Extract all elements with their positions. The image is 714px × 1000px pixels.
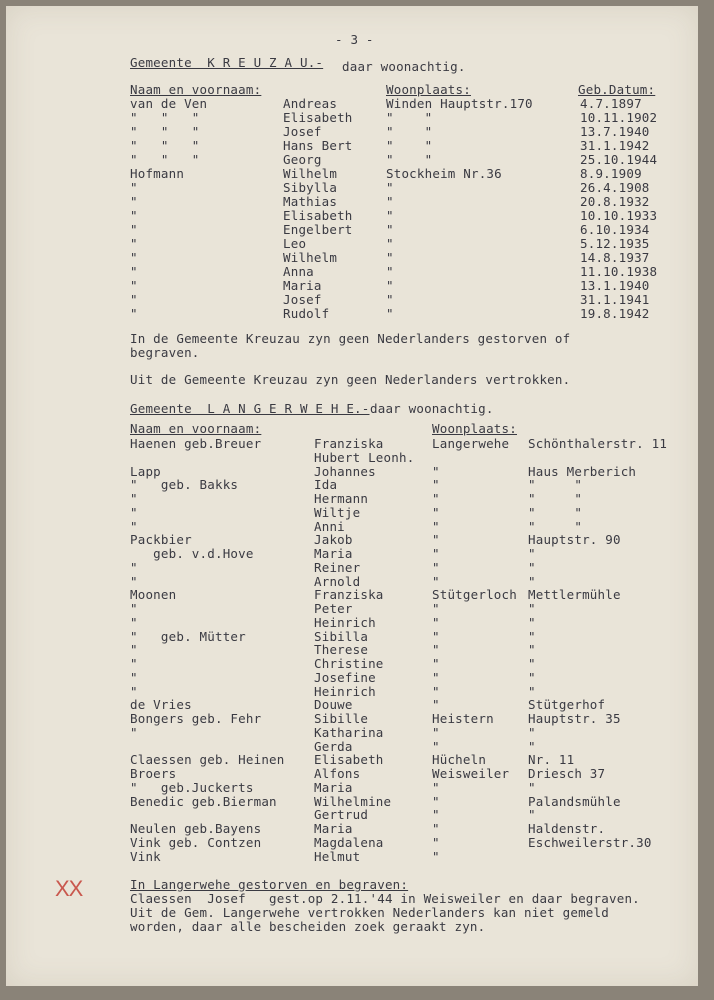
- row-place: ": [432, 807, 440, 823]
- row-surname: Neulen geb.Bayens: [130, 821, 262, 836]
- section1-note-departed: Uit de Gemeente Kreuzau zyn geen Nederlanders vertrokken.: [130, 372, 571, 387]
- row-surname: Claessen geb. Heinen: [130, 752, 285, 768]
- section2-title-suffix: daar woonachtig.: [370, 401, 494, 416]
- row-first-name: Heinrich: [314, 683, 376, 699]
- row-surname: Vink geb. Contzen: [130, 834, 262, 850]
- row-place: Langerwehe: [432, 436, 510, 451]
- row-surname: " " ": [130, 152, 200, 167]
- page-number: - 3 -: [335, 32, 374, 47]
- row-first-name: Hans Bert: [283, 138, 353, 153]
- row-street: Haus Merberich: [528, 463, 637, 479]
- row-surname: " geb. Bakks: [130, 477, 239, 493]
- row-first-name: Heinrich: [314, 614, 376, 630]
- row-street: ": [528, 601, 536, 616]
- row-place: ": [432, 834, 440, 850]
- row-first-name: Maria: [314, 779, 353, 795]
- departed-line-1: Uit de Gem. Langerwehe vertrokken Nederlanders kan niet gemeld: [130, 905, 609, 920]
- row-surname: Benedic geb.Bierman: [130, 793, 277, 809]
- row-street: " ": [528, 477, 583, 493]
- section1-note-deaths-2: begraven.: [130, 345, 200, 360]
- row-street: ": [528, 656, 536, 671]
- row-street: Palandsmühle: [528, 793, 621, 809]
- row-first-name: Katharina: [314, 724, 384, 740]
- row-first-name: Magdalena: [314, 834, 384, 850]
- row-place: ": [386, 292, 394, 307]
- row-surname: " " ": [130, 138, 200, 153]
- departed-line-2: worden, daar alle bescheiden zoek geraakt zyn.: [130, 919, 486, 934]
- row-street: Hauptstr. 35: [528, 711, 621, 726]
- row-first-name: Josefine: [314, 669, 376, 685]
- row-first-name: Engelbert: [283, 222, 353, 237]
- row-surname: ": [130, 614, 138, 630]
- row-surname: geb. v.d.Hove: [130, 546, 254, 561]
- row-surname: ": [130, 306, 138, 321]
- row-surname: " geb.Juckerts: [130, 779, 254, 795]
- row-place: " ": [386, 124, 433, 139]
- row-place: Winden Hauptstr.170: [386, 96, 533, 111]
- row-street: ": [528, 669, 536, 685]
- row-street: ": [528, 807, 536, 823]
- row-place: ": [386, 264, 394, 279]
- row-date: 10.11.1902: [580, 110, 658, 125]
- row-surname: de Vries: [130, 697, 192, 713]
- row-surname: ": [130, 208, 138, 223]
- row-place: ": [386, 306, 394, 321]
- row-first-name: Gertrud: [314, 807, 369, 823]
- row-place: ": [386, 250, 394, 265]
- row-surname: " " ": [130, 124, 200, 139]
- row-date: 31.1.1942: [580, 138, 650, 153]
- row-place: Hücheln: [432, 752, 487, 768]
- row-street: ": [528, 738, 536, 754]
- row-place: " ": [386, 138, 433, 153]
- row-surname: Bongers geb. Fehr: [130, 711, 262, 726]
- row-surname: ": [130, 264, 138, 279]
- row-first-name: Arnold: [314, 573, 361, 589]
- row-surname: ": [130, 642, 138, 658]
- row-surname: Vink: [130, 848, 161, 864]
- row-date: 13.1.1940: [580, 278, 650, 293]
- row-place: ": [432, 559, 440, 575]
- row-first-name: Helmut: [314, 848, 361, 864]
- row-first-name: Sibille: [314, 711, 369, 726]
- row-street: Hauptstr. 90: [528, 532, 621, 548]
- row-first-name: Therese: [314, 642, 369, 658]
- row-place: ": [432, 738, 440, 754]
- row-place: ": [386, 236, 394, 251]
- row-surname: ": [130, 573, 138, 589]
- row-street: Mettlermühle: [528, 587, 621, 603]
- row-street: ": [528, 559, 536, 575]
- row-surname: ": [130, 250, 138, 265]
- row-surname: Packbier: [130, 532, 192, 548]
- row-place: ": [432, 504, 440, 520]
- row-date: 19.8.1942: [580, 306, 650, 321]
- section2-header-place: Woonplaats:: [432, 421, 517, 436]
- row-first-name: Maria: [283, 278, 322, 293]
- row-place: ": [386, 194, 394, 209]
- row-first-name: Mathias: [283, 194, 338, 209]
- row-first-name: Reiner: [314, 559, 361, 575]
- row-street: " ": [528, 504, 583, 520]
- row-date: 11.10.1938: [580, 264, 658, 279]
- row-surname: ": [130, 559, 138, 575]
- section1-note-deaths-1: In de Gemeente Kreuzau zyn geen Nederlanders gestorven of: [130, 331, 571, 346]
- row-surname: ": [130, 180, 138, 195]
- row-surname: Hofmann: [130, 166, 185, 181]
- row-surname: ": [130, 194, 138, 209]
- section1-title: Gemeente K R E U Z A U.-: [130, 55, 324, 70]
- row-place: ": [386, 180, 394, 195]
- row-surname: Haenen geb.Breuer: [130, 436, 262, 451]
- row-surname: Lapp: [130, 463, 161, 479]
- row-place: Heistern: [432, 711, 494, 726]
- row-street: ": [528, 546, 536, 561]
- row-street: ": [528, 642, 536, 658]
- section1-header-place: Woonplaats:: [386, 82, 471, 97]
- row-first-name: Hubert Leonh.: [314, 449, 415, 465]
- row-place: ": [432, 628, 440, 644]
- row-first-name: Wilhelm: [283, 166, 338, 181]
- section1-header-date: Geb.Datum:: [578, 82, 656, 97]
- row-place: Weisweiler: [432, 766, 510, 781]
- row-first-name: Sibylla: [283, 180, 338, 195]
- row-first-name: Alfons: [314, 766, 361, 781]
- row-first-name: Gerda: [314, 738, 353, 754]
- row-first-name: Maria: [314, 821, 353, 836]
- row-first-name: Wilhelmine: [314, 793, 392, 809]
- row-surname: ": [130, 504, 138, 520]
- row-first-name: Jakob: [314, 532, 353, 548]
- row-surname: ": [130, 222, 138, 237]
- row-place: ": [432, 601, 440, 616]
- row-date: 13.7.1940: [580, 124, 650, 139]
- row-place: ": [432, 697, 440, 713]
- deaths-line: Claessen Josef gest.op 2.11.'44 in Weisweiler en daar begraven.: [130, 891, 640, 906]
- row-surname: ": [130, 669, 138, 685]
- row-place: ": [432, 532, 440, 548]
- row-street: Haldenstr.: [528, 821, 606, 836]
- row-street: " ": [528, 491, 583, 506]
- row-place: ": [432, 642, 440, 658]
- row-date: 8.9.1909: [580, 166, 642, 181]
- row-street: ": [528, 628, 536, 644]
- row-surname: ": [130, 683, 138, 699]
- row-first-name: Josef: [283, 292, 322, 307]
- row-surname: ": [130, 724, 138, 740]
- row-surname: ": [130, 236, 138, 251]
- row-place: ": [432, 656, 440, 671]
- row-place: ": [432, 491, 440, 506]
- row-date: 31.1.1941: [580, 292, 650, 307]
- row-place: ": [432, 779, 440, 795]
- row-street: Driesch 37: [528, 766, 606, 781]
- row-first-name: Ida: [314, 477, 338, 493]
- row-first-name: Sibilla: [314, 628, 369, 644]
- row-first-name: Leo: [283, 236, 307, 251]
- row-surname: ": [130, 656, 138, 671]
- row-place: Stütgerloch: [432, 587, 517, 603]
- row-date: 5.12.1935: [580, 236, 650, 251]
- row-first-name: Georg: [283, 152, 322, 167]
- row-first-name: Anni: [314, 518, 345, 534]
- red-xx-mark: XX: [55, 876, 83, 901]
- deaths-heading: In Langerwehe gestorven en begraven:: [130, 877, 409, 892]
- row-street: Nr. 11: [528, 752, 575, 768]
- row-surname: ": [130, 518, 138, 534]
- row-surname: ": [130, 292, 138, 307]
- row-first-name: Hermann: [314, 491, 369, 506]
- row-date: 6.10.1934: [580, 222, 650, 237]
- row-street: ": [528, 614, 536, 630]
- row-first-name: Josef: [283, 124, 322, 139]
- row-place: ": [432, 848, 440, 864]
- row-place: ": [432, 669, 440, 685]
- section2-header-name: Naam en voornaam:: [130, 421, 262, 436]
- row-street: Stütgerhof: [528, 697, 606, 713]
- row-first-name: Wilhelm: [283, 250, 338, 265]
- row-first-name: Franziska: [314, 436, 384, 451]
- row-surname: Broers: [130, 766, 177, 781]
- row-place: ": [432, 546, 440, 561]
- row-place: ": [432, 463, 440, 479]
- row-first-name: Anna: [283, 264, 314, 279]
- row-surname: ": [130, 278, 138, 293]
- row-place: ": [432, 724, 440, 740]
- row-date: 10.10.1933: [580, 208, 658, 223]
- row-surname: ": [130, 491, 138, 506]
- row-place: ": [432, 518, 440, 534]
- row-place: ": [432, 614, 440, 630]
- row-first-name: Rudolf: [283, 306, 330, 321]
- row-surname: ": [130, 601, 138, 616]
- row-street: " ": [528, 518, 583, 534]
- section2-title: Gemeente L A N G E R W E H E.-: [130, 401, 370, 416]
- row-surname: " geb. Mütter: [130, 628, 246, 644]
- row-first-name: Elisabeth: [314, 752, 384, 768]
- row-place: " ": [386, 110, 433, 125]
- row-first-name: Maria: [314, 546, 353, 561]
- row-first-name: Douwe: [314, 697, 353, 713]
- section1-title-suffix: daar woonachtig.: [342, 59, 466, 74]
- row-place: ": [432, 683, 440, 699]
- row-first-name: Wiltje: [314, 504, 361, 520]
- row-date: 4.7.1897: [580, 96, 642, 111]
- row-date: 20.8.1932: [580, 194, 650, 209]
- row-place: ": [432, 821, 440, 836]
- row-first-name: Peter: [314, 601, 353, 616]
- row-first-name: Andreas: [283, 96, 338, 111]
- row-place: ": [386, 222, 394, 237]
- row-place: ": [432, 793, 440, 809]
- section1-header-name: Naam en voornaam:: [130, 82, 262, 97]
- row-place: ": [432, 573, 440, 589]
- row-surname: " " ": [130, 110, 200, 125]
- row-place: " ": [386, 152, 433, 167]
- row-first-name: Christine: [314, 656, 384, 671]
- row-first-name: Johannes: [314, 463, 376, 479]
- row-surname: van de Ven: [130, 96, 208, 111]
- row-first-name: Elisabeth: [283, 110, 353, 125]
- row-surname: Moonen: [130, 587, 177, 603]
- row-place: ": [386, 208, 394, 223]
- row-place: ": [386, 278, 394, 293]
- row-street: ": [528, 573, 536, 589]
- row-street: ": [528, 683, 536, 699]
- row-place: Stockheim Nr.36: [386, 166, 502, 181]
- row-street: ": [528, 724, 536, 740]
- row-street: Schönthalerstr. 11: [528, 436, 668, 451]
- row-street: Eschweilerstr.30: [528, 834, 652, 850]
- row-first-name: Franziska: [314, 587, 384, 603]
- row-first-name: Elisabeth: [283, 208, 353, 223]
- row-date: 14.8.1937: [580, 250, 650, 265]
- row-street: ": [528, 779, 536, 795]
- row-place: ": [432, 477, 440, 493]
- row-date: 26.4.1908: [580, 180, 650, 195]
- row-date: 25.10.1944: [580, 152, 658, 167]
